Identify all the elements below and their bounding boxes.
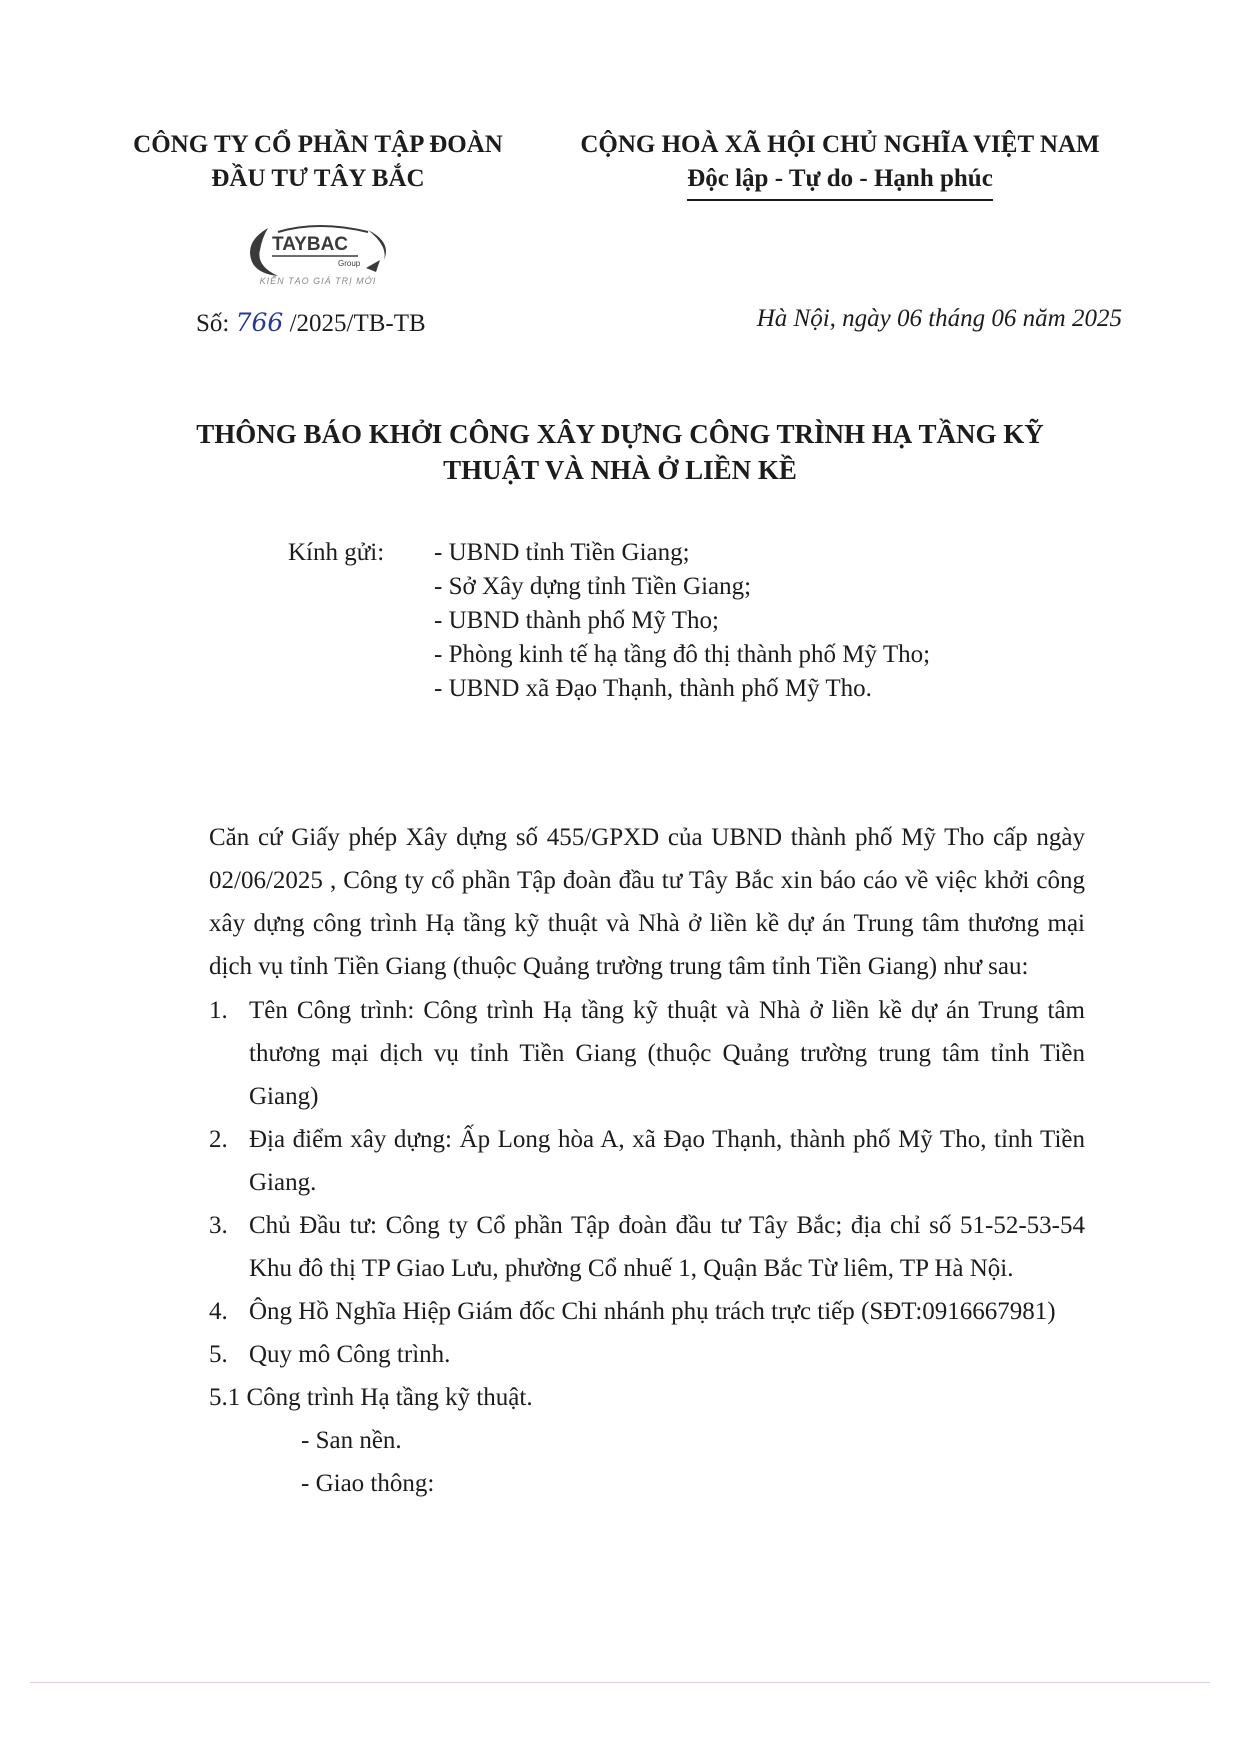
list-item [209,1118,1085,1204]
item-text: Địa điểm xây dựng: Ấp Long hòa A, xã Đạo Thạnh, thành phố Mỹ Tho, tỉnh Tiền Giang. [249,1126,1085,1196]
subsection-heading: 5.1 Công trình Hạ tầng kỹ thuật. [209,1384,533,1411]
list-item [209,1333,1085,1376]
dash-item: - San nền. [301,1427,402,1454]
item-text: Tên Công trình: Công trình Hạ tầng kỹ thuật và Nhà ở liền kề dự án Trung tâm thương mại dịch vụ tỉnh Tiền Giang (thuộc Quảng trường trung tâm tỉnh Tiền Giang) [249,997,1085,1110]
recipient-item: - UBND xã Đạo Thạnh, thành phố Mỹ Tho. [434,675,872,702]
nation-title: CỘNG HOÀ XÃ HỘI CHỦ NGHĨA VIỆT NAM [580,131,1100,158]
doc-number-suffix: /2025/TB-TB [283,310,426,337]
doc-number-prefix: Số: [196,310,236,337]
item-text: Chủ Đầu tư: Công ty Cổ phần Tập đoàn đầu tư Tây Bắc; địa chỉ số 51-52-53-54 Khu đô thị TP Giao Lưu, phường Cổ nhuế 1, Quận Bắc Từ liêm, TP Hà Nội. [249,1212,1085,1282]
title-line1: THÔNG BÁO KHỞI CÔNG XÂY DỰNG CÔNG TRÌNH HẠ TẦNG KỸ [196,419,1044,449]
national-header [560,128,1120,201]
list-item [209,989,1085,1118]
logo-slogan: KIẾN TẠO GIÁ TRỊ MỚI [259,276,377,286]
svg-text:Group: Group [338,259,361,268]
recipient-item: - Sở Xây dựng tỉnh Tiền Giang; [434,573,752,600]
document-number [196,308,426,338]
dash-item: - Giao thông: [301,1470,435,1497]
page-footer-divider [30,1682,1210,1683]
item-number: 2. [209,1126,228,1153]
doc-number-handwritten: 766 [235,308,284,337]
intro-paragraph [209,773,1085,988]
numbered-list [209,989,1085,1505]
item-number: 5. [209,1341,228,1368]
svg-text:TAYBAC: TAYBAC [272,234,349,255]
company-header [108,128,528,196]
intro-text: Căn cứ Giấy phép Xây dựng số 455/GPXD của UBND thành phố Mỹ Tho cấp ngày 02/06/2025 , Công ty cổ phần Tập đoàn đầu tư Tây Bắc xin báo cáo về việc khởi công xây dựng công trình Hạ tầng kỹ thuật và Nhà ở liền kề dự án Trung tâm thương mại dịch vụ tỉnh Tiền Giang (thuộc Quảng trường trung tâm tỉnh Tiền Giang) như sau: [209,824,1085,980]
recipient-item: - UBND thành phố Mỹ Tho; [434,607,719,634]
company-name-line2: ĐẦU TƯ TÂY BẮC [211,165,425,192]
company-name-line1: CÔNG TY CỔ PHẦN TẬP ĐOÀN [133,131,503,158]
item-number: 4. [209,1298,228,1325]
document-title [120,416,1120,488]
item-text: Ông Hồ Nghĩa Hiệp Giám đốc Chi nhánh phụ trách trực tiếp (SĐT:0916667981) [249,1298,1056,1325]
item-number: 1. [209,997,228,1024]
recipients-label: Kính gửi: [288,539,385,566]
recipient-item: - Phòng kinh tế hạ tầng đô thị thành phố Mỹ Tho; [434,641,931,668]
item-text: Quy mô Công trình. [249,1341,451,1368]
list-item [209,1290,1085,1333]
nation-motto: Độc lập - Tự do - Hạnh phúc [687,162,993,201]
item-number: 3. [209,1212,228,1239]
place-and-date: Hà Nội, ngày 06 tháng 06 năm 2025 [756,305,1122,332]
title-line2: THUẬT VÀ NHÀ Ở LIỀN KỀ [443,455,797,485]
list-item [209,1204,1085,1290]
recipient-item: - UBND tỉnh Tiền Giang; [434,539,690,566]
